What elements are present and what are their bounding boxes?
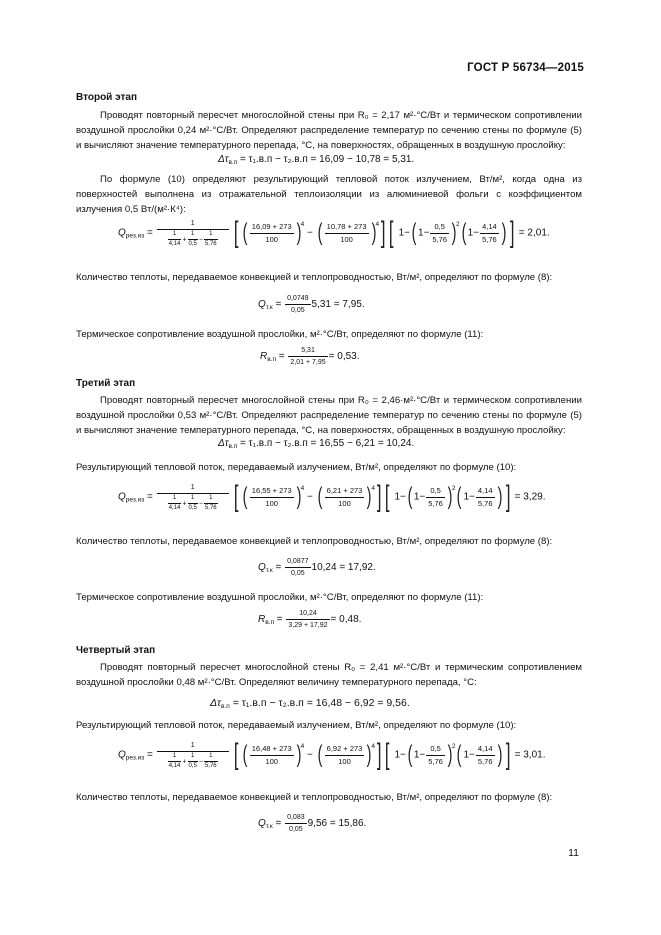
stage2-paragraph-2: По формуле (10) определяют результирующий тепловой поток излучением, Вт/м², когда одна из поверхностей выполнена из отражательной теплоизоляции из алюминиевой фольги с коэффициентом излучения 0,5 Вт/(м²·К⁴): [76, 174, 582, 215]
stage2-delta-equation: $\Delta\tau_{в.п} = \tau_1.в.п - \tau_2.в.п = 16,09 - 10,78 = 5,31$. [218, 154, 415, 166]
stage3-paragraph-3: Количество теплоты, передаваемое конвекцией и теплопроводностью, Вт/м², определяют по формуле (8): [76, 536, 553, 547]
stage2-paragraph-3: Количество теплоты, передаваемое конвекцией и теплопроводностью, Вт/м², определяют по формуле (8): [76, 272, 553, 283]
stage4-title: Четвертый этап [76, 645, 156, 656]
stage2-paragraph-4: Термическое сопротивление воздушной прослойки, м²·°С/Вт, определяют по формуле (11): [76, 329, 484, 340]
stage2-resistance-equation: $R_{в.п}$ = $\frac{5,31}{2,01 + 7,95}$ = 0,53. [260, 347, 360, 366]
stage3-title: Третий этап [76, 378, 136, 389]
stage4-paragraph-3: Количество теплоты, передаваемое конвекцией и теплопроводностью, Вт/м², определяют по формуле (8): [76, 792, 553, 803]
stage3-paragraph-4: Термическое сопротивление воздушной прослойки, м²·°С/Вт, определяют по формуле (11): [76, 592, 484, 603]
standard-header: ГОСТ Р 56734—2015 [467, 62, 584, 74]
stage4-convection-equation: $Q_{т.к}$ = $\frac{0,083}{0,05}$ 9,56 = 15,86. [258, 814, 367, 833]
stage3-convection-equation: $Q_{т.к}$ = $\frac{0,0877}{0,05}$ 10,24 = 17,92. [258, 558, 376, 577]
stage3-paragraph-1: Проводят повторный пересчет многослойной стены при R₀ = 2,46·м²·°С/Вт и термическом сопротивлении воздушной прослойки 0,53 м²·°С/Вт. Определяют распределение температур по сечению стены по формуле (5) и вычисляют значение температурного перепада, °С, на поверхностях, обращенных в воздушную прослойку: [76, 395, 582, 436]
stage4-radiation-equation: $Q_{рез.из}$ = 1 $\frac{1}{4,14}$ + $\frac{1}{0,5}$ − $\frac{1}{5,76}$ [ ( $\frac{16,48 + 273}{100}$ )$^4$ − ( $\frac{6,92 + 273}{100}$ )$^4$] [ 1−( 1− $\frac{0,5}{5,76}$ )$^2$( 1− $\frac{4,14}{5,76}$ ) ] = 3,01. [118, 738, 546, 771]
stage2-convection-equation: $Q_{т.к}$ = $\frac{0,0749}{0,05}$ 5,31 = 7,95. [258, 295, 365, 314]
stage4-paragraph-1: Проводят повторный пересчет многослойной стены R₀ = 2,41 м²·°С/Вт и термическим сопротивлением воздушной прослойки 0,48 м²·°С/Вт. Определяют величину температурного перепада, °С: [76, 662, 582, 688]
stage3-radiation-equation: $Q_{рез.из}$ = 1 $\frac{1}{4,14}$ + $\frac{1}{0,5}$ − $\frac{1}{5,76}$ [ ( $\frac{16,55 + 273}{100}$ )$^4$ − ( $\frac{6,21 + 273}{100}$ )$^4$] [ 1−( 1− $\frac{0,5}{5,76}$ )$^2$( 1− $\frac{4,14}{5,76}$ ) ] = 3,29. [118, 480, 546, 513]
stage4-delta-equation: $\Delta\tau_{в.п} = \tau_1.в.п - \tau_2.в.п = 16,48 - 6,92 = 9,56$. [210, 697, 410, 710]
page-number: 11 [568, 847, 579, 859]
stage2-paragraph-1: Проводят повторный пересчет многослойной стены при R₀ = 2,17 м²·°С/Вт и термическом сопротивлении воздушной прослойки 0,24 м²·°С/Вт. Определяют распределение температур по сечению стены по формуле (5) и вычисляют значение температурного перепада, °С, на поверхностях, обращенных в воздушную прослойку: [76, 110, 582, 151]
stage3-paragraph-2: Результирующий тепловой поток, передаваемый излучением, Вт/м², определяют по формуле (10): [76, 462, 517, 473]
stage2-title: Второй этап [76, 92, 137, 103]
stage3-resistance-equation: $R_{в.п}$ = $\frac{10,24}{3,29 + 17,92}$ = 0,48. [258, 610, 362, 629]
stage2-radiation-equation: $Q_{рез.из}$ = 1 $\frac{1}{4,14}$ + $\frac{1}{0,5}$ − $\frac{1}{5,76}$ [ ( $\frac{16,09 + 273}{100}$ )$^4$ − ( $\frac{10,78 + 273}{100}$ )$^4$] [ 1−( 1− $\frac{0,5}{5,76}$ )$^2$( 1− $\frac{4,14}{5,76}$ ) ] = 2,01. [118, 216, 550, 249]
stage4-paragraph-2: Результирующий тепловой поток, передаваемый излучением, Вт/м², определяют по формуле (10): [76, 720, 517, 731]
stage3-delta-equation: $\Delta\tau_{в.п} = \tau_1.в.п - \tau_2.в.п = 16,55 - 6,21 = 10,24$. [218, 438, 415, 450]
